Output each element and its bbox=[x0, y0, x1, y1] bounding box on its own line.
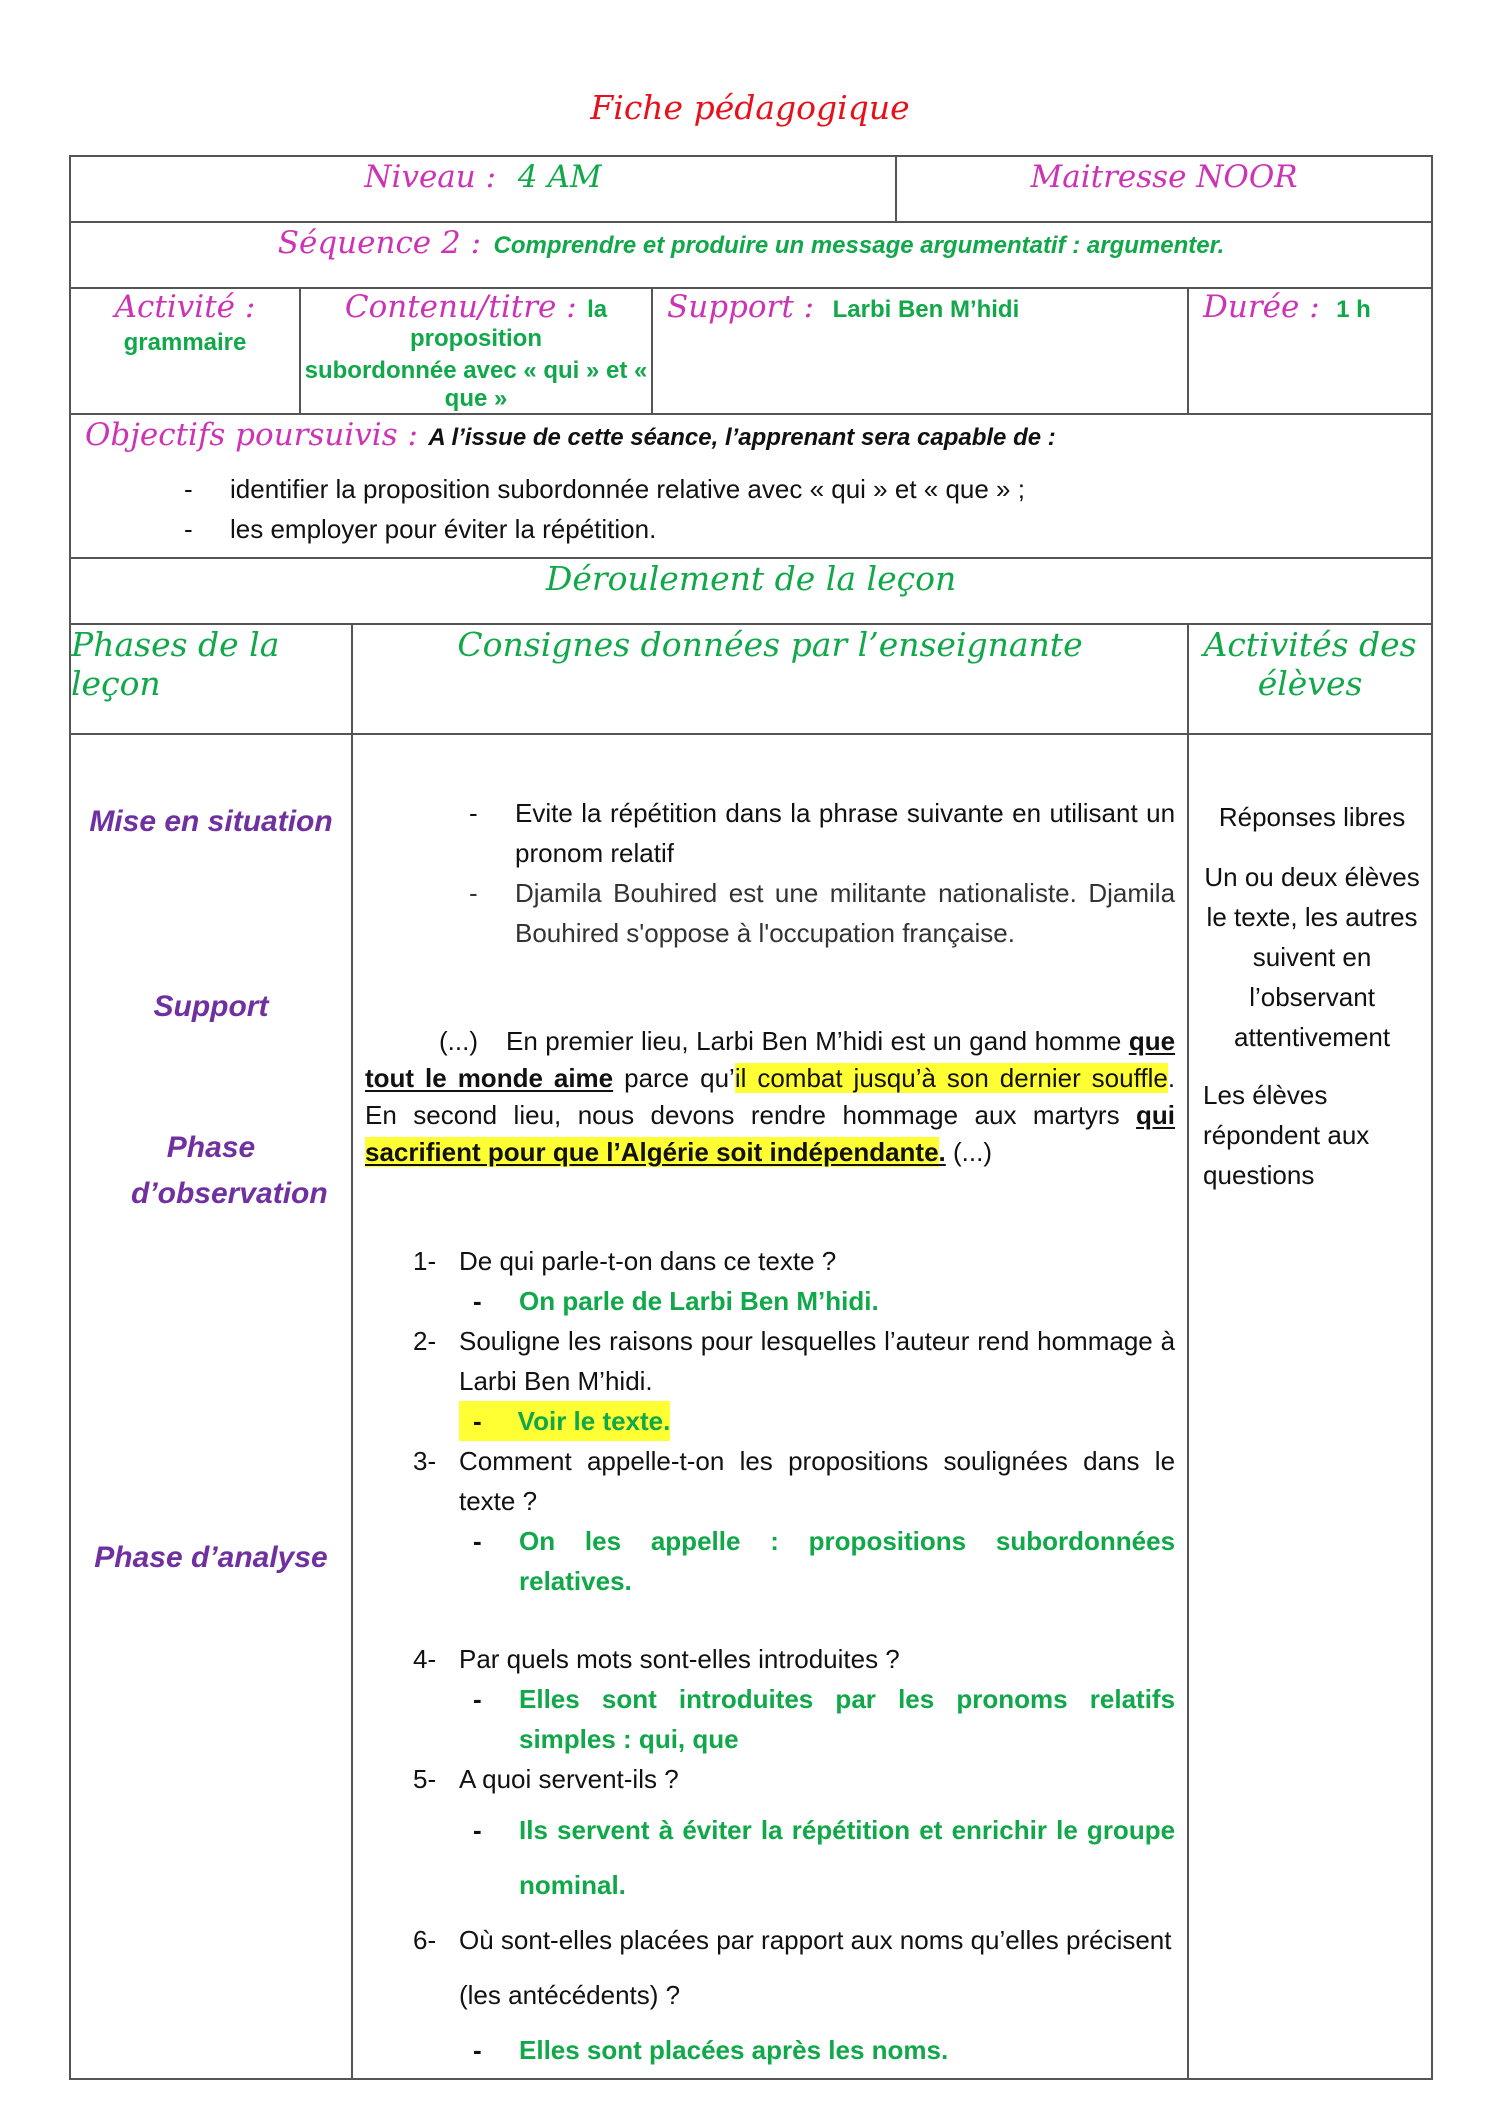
mise-en-situation-list bbox=[469, 793, 1176, 953]
activites-column bbox=[1188, 734, 1432, 2079]
objectives-cell bbox=[70, 414, 1432, 558]
phase-support: Support bbox=[153, 990, 269, 1023]
contenu-cell bbox=[300, 288, 652, 414]
activite-reponses: Réponses libres bbox=[1218, 802, 1406, 832]
col-header-phases: Phases de la leçon bbox=[70, 624, 352, 734]
answer: - Voir le texte. bbox=[459, 1401, 1175, 1441]
lesson-sheet-table bbox=[69, 155, 1433, 2080]
answer: - Ils servent à éviter la répétition et enrichir le groupe nominal. bbox=[473, 1815, 1176, 1900]
teacher-cell bbox=[896, 156, 1432, 222]
phase-analyse: Phase d’analyse bbox=[94, 1541, 328, 1574]
relative-clause-que: que tout le monde aime bbox=[365, 1026, 1176, 1093]
teacher-name: Maitresse NOOR bbox=[1030, 159, 1298, 195]
duree-label: Durée : bbox=[1203, 289, 1320, 325]
relative-pronoun-qui: qui bbox=[1136, 1100, 1176, 1130]
phase-mise-en-situation: Mise en situation bbox=[89, 805, 333, 838]
support-value: Larbi Ben M’hidi bbox=[832, 296, 1020, 323]
duree-cell bbox=[1188, 288, 1432, 414]
question-item: 1- De qui parle-t-on dans ce texte ? - On parle de Larbi Ben M’hidi. bbox=[413, 1241, 1175, 1321]
answer: - On parle de Larbi Ben M’hidi. bbox=[473, 1286, 879, 1316]
activite-label: Activité : bbox=[114, 289, 256, 325]
consignes-column bbox=[352, 734, 1188, 2079]
sequence-value: Comprendre et produire un message argumentatif : argumenter. bbox=[493, 232, 1225, 259]
relative-clause-qui: sacrifient pour que l’Algérie soit indépendante bbox=[365, 1137, 939, 1167]
activite-cell bbox=[70, 288, 300, 414]
question-item: 5- A quoi servent-ils ? - Ils servent à éviter la répétition et enrichir le groupe nominal. bbox=[413, 1759, 1175, 1913]
phase-observation: Phase d’observation bbox=[131, 1131, 328, 1210]
sentence-item: - Djamila Bouhired est une militante nationaliste. Djamila Bouhired s'oppose à l'occupation française. bbox=[469, 878, 1176, 948]
objectives-intro: A l’issue de cette séance, l’apprenant sera capable de : bbox=[428, 424, 1056, 451]
answer: - On les appelle : propositions subordonnées relatives. bbox=[473, 1526, 1176, 1596]
answer: - Elles sont introduites par les pronoms relatifs simples : qui, que bbox=[473, 1684, 1176, 1754]
question-item: 4- Par quels mots sont-elles introduites ? - Elles sont introduites par les pronoms relatifs simples : qui, que bbox=[413, 1639, 1175, 1759]
support-cell bbox=[652, 288, 1188, 414]
instruction-item: - Evite la répétition dans la phrase suivante en utilisant un pronom relatif bbox=[469, 798, 1176, 868]
objectives-label: Objectifs poursuivis : bbox=[85, 417, 418, 453]
phases-column bbox=[70, 734, 352, 2079]
contenu-value-line1: la proposition bbox=[410, 296, 608, 352]
deroulement-cell bbox=[70, 558, 1432, 624]
objectives-list bbox=[184, 469, 1431, 549]
deroulement-title: Déroulement de la leçon bbox=[545, 559, 957, 598]
contenu-label: Contenu/titre : bbox=[344, 289, 577, 325]
duree-value: 1 h bbox=[1336, 296, 1371, 323]
questions-list bbox=[413, 1241, 1175, 2078]
highlight-reason-1: il combat jusqu’à son dernier souffle bbox=[734, 1063, 1168, 1093]
sequence-cell bbox=[70, 222, 1432, 288]
support-label: Support : bbox=[667, 289, 815, 325]
niveau-value: 4 AM bbox=[517, 159, 602, 195]
question-item: 2- Souligne les raisons pour lesquelles l’auteur rend hommage à Larbi Ben M’hidi. - Voir le texte. bbox=[413, 1321, 1175, 1441]
answer: - Elles sont placées après les noms. bbox=[473, 2035, 949, 2065]
activite-value: grammaire bbox=[123, 329, 247, 356]
objective-item: - identifier la proposition subordonnée relative avec « qui » et « que » ; bbox=[184, 474, 1025, 504]
activite-questions: Les élèves répondent aux questions bbox=[1203, 1080, 1370, 1190]
question-item: 3- Comment appelle-t-on les propositions soulignées dans le texte ? - On les appelle : propositions subordonnées relatives. bbox=[413, 1441, 1175, 1601]
support-text: (...) En premier lieu, Larbi Ben M’hidi est un gand homme que tout le monde aime parce qu’il combat jusqu’à son dernier souffle. En second lieu, nous devons rendre hommage aux martyrs qui sacrifient pour que l’Algérie soit indépendante. (...) bbox=[365, 1026, 1176, 1167]
activite-lecture: Un ou deux élèves le texte, les autres suivent en l’observant attentivement bbox=[1204, 862, 1420, 1052]
objective-item: - les employer pour éviter la répétition. bbox=[184, 514, 657, 544]
niveau-label: Niveau : bbox=[364, 159, 497, 195]
sequence-label: Séquence 2 : bbox=[277, 225, 482, 261]
contenu-value-line2: subordonnée avec « qui » et « que » bbox=[304, 357, 648, 412]
niveau-cell bbox=[70, 156, 896, 222]
question-item: 6- Où sont-elles placées par rapport aux noms qu’elles précisent (les antécédents) ? - Elles sont placées après les noms. bbox=[413, 1913, 1175, 2078]
col-header-activites: Activités des élèves bbox=[1188, 624, 1432, 734]
document-title: Fiche pédagogique bbox=[590, 88, 910, 127]
col-header-consignes: Consignes données par l’enseignante bbox=[352, 624, 1188, 734]
